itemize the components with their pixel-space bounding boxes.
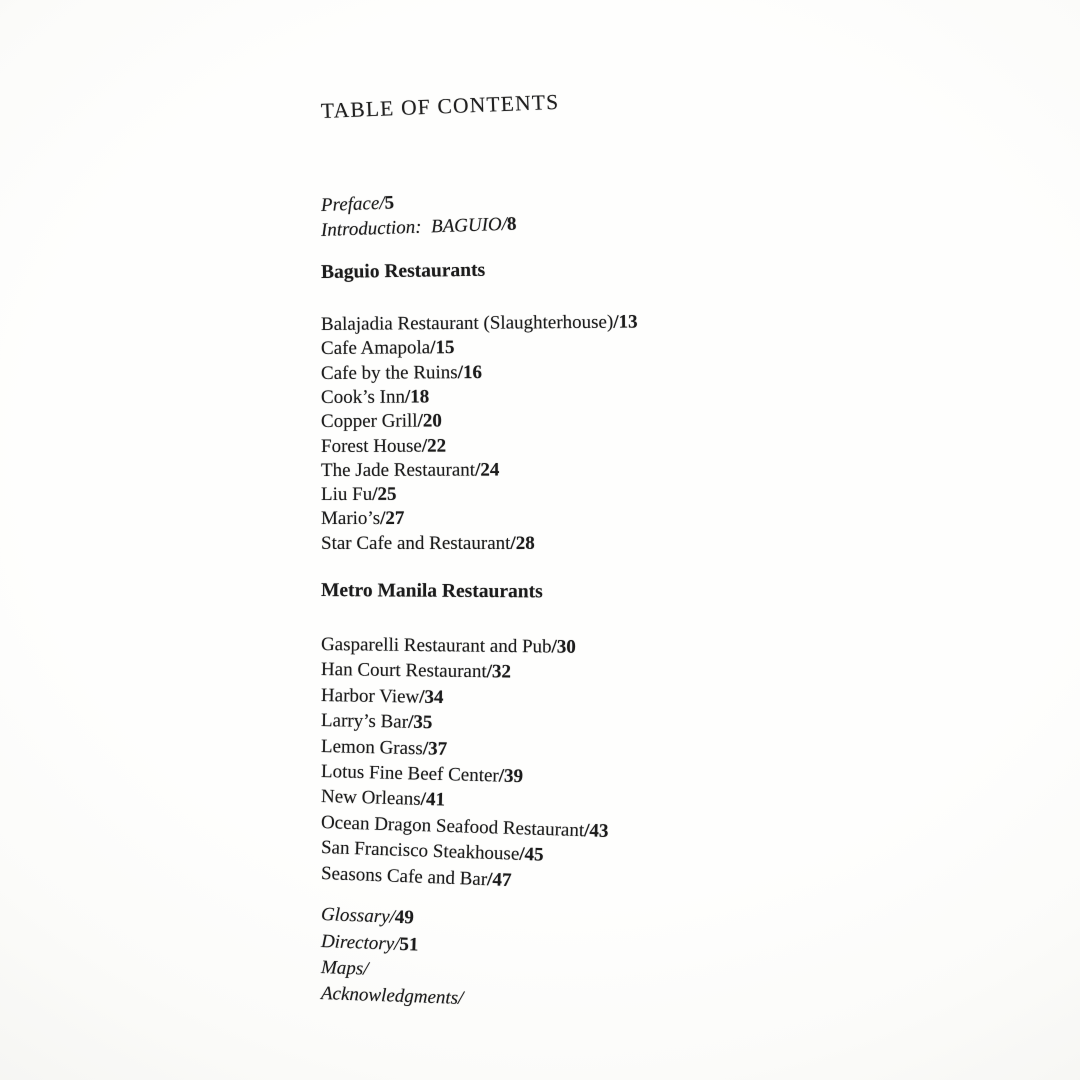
page-separator: / (393, 933, 400, 955)
toc-entry-page-number: 34 (424, 686, 444, 708)
page-separator: / (518, 843, 525, 866)
toc-entry (321, 507, 404, 531)
back-matter-entry-label: Directory (320, 930, 395, 955)
toc-entry-page-number: 39 (503, 765, 524, 788)
toc-entry (321, 532, 535, 556)
front-matter-entry-label: Preface (320, 192, 380, 216)
toc-entry-page-number: 41 (425, 789, 446, 811)
page-separator: / (486, 868, 493, 890)
toc-entry-page-number: 47 (492, 868, 512, 891)
page-title: TABLE OF CONTENTS (320, 89, 560, 123)
toc-entry-label: New Orleans (320, 786, 421, 811)
page-separator: / (378, 192, 385, 214)
page-separator: / (457, 361, 464, 383)
toc-entry-label: Gasparelli Restaurant and Pub (320, 634, 552, 658)
toc-entry (321, 862, 512, 893)
toc-entry-label: Mario’s (320, 508, 381, 530)
back-matter-entry-label: Acknowledgments (320, 983, 459, 1009)
page-separator: / (613, 311, 619, 333)
toc-entry-page-number: 16 (462, 361, 483, 383)
toc-entry-page-number: 27 (385, 508, 405, 530)
page-separator: / (419, 686, 425, 708)
page-separator: / (501, 213, 508, 235)
toc-entry-page-number: 28 (515, 532, 535, 554)
toc-entry-label: Cook’s Inn (320, 386, 405, 408)
back-matter-entry (321, 956, 369, 982)
page-separator: / (407, 711, 414, 733)
toc-entry-page-number: 22 (427, 435, 447, 457)
page-separator: / (417, 410, 423, 432)
back-matter-entry-label: Maps (320, 957, 364, 980)
toc-entry (321, 336, 455, 361)
toc-entry-label: The Jade Restaurant (320, 459, 476, 481)
page-separator: / (583, 820, 590, 842)
section-heading-metro-manila: Metro Manila Restaurants (320, 580, 543, 603)
page-separator: / (510, 532, 516, 554)
page-separator: / (457, 987, 464, 1009)
toc-entry-label: Seasons Cafe and Bar (320, 862, 488, 890)
page-separator: / (498, 765, 505, 787)
toc-entry-label: Balajadia Restaurant (Slaughterhouse) (320, 311, 614, 335)
toc-entry-page-number: 25 (377, 483, 397, 505)
back-matter-entry-page-number: 51 (399, 933, 419, 956)
toc-entry (321, 434, 446, 458)
toc-entry-label: Larry’s Bar (320, 710, 409, 733)
page-separator: / (422, 737, 429, 759)
toc-entry (321, 785, 446, 812)
page-separator: / (551, 636, 557, 658)
page-separator: / (421, 435, 428, 457)
front-matter-entry (321, 213, 517, 243)
toc-entry-page-number: 32 (491, 661, 512, 683)
toc-entry (321, 483, 397, 507)
toc-entry-page-number: 45 (524, 844, 544, 866)
back-matter-entry (321, 903, 415, 930)
front-matter-entry-page-number: 5 (384, 192, 395, 214)
page-separator: / (486, 661, 493, 683)
toc-entry (321, 684, 444, 710)
page-separator: / (404, 386, 411, 408)
toc-entry (321, 709, 433, 735)
toc-entry-label: San Francisco Steakhouse (320, 837, 520, 865)
toc-entry-label: Han Court Restaurant (320, 659, 487, 683)
front-matter-entry-page-number: 8 (506, 213, 517, 235)
toc-entry-page-number: 35 (413, 711, 433, 734)
page-separator: / (389, 906, 396, 928)
toc-entry-page-number: 37 (427, 737, 448, 760)
toc-entry-page-number: 24 (480, 459, 500, 481)
toc-entry-page-number: 13 (618, 311, 638, 333)
back-matter-entry (321, 982, 464, 1011)
front-matter-entry-label: Introduction: BAGUIO (320, 214, 503, 241)
toc-entry-label: Liu Fu (320, 484, 373, 506)
page-separator: / (362, 958, 369, 980)
toc-entry-label: Lotus Fine Beef Center (320, 761, 500, 787)
toc-entry (321, 735, 448, 762)
toc-entry-label: Cafe Amapola (320, 337, 431, 360)
toc-entry (321, 410, 442, 435)
toc-entry (321, 385, 429, 410)
page-separator: / (420, 789, 427, 811)
back-matter-entry (321, 930, 419, 958)
toc-entry-label: Copper Grill (320, 410, 418, 433)
toc-entry (321, 658, 511, 685)
toc-entry-label: Cafe by the Ruins (320, 361, 458, 384)
page-separator: / (380, 508, 386, 530)
toc-entry-page-number: 20 (422, 410, 442, 432)
toc-entry (321, 458, 499, 482)
toc-entry-label: Star Cafe and Restaurant (321, 532, 511, 554)
toc-entry-label: Harbor View (320, 684, 420, 708)
toc-entry-page-number: 30 (556, 636, 576, 658)
back-matter-entry-label: Glossary (320, 904, 390, 928)
section-heading-baguio: Baguio Restaurants (320, 259, 486, 283)
toc-entry-page-number: 18 (410, 386, 430, 408)
back-matter-entry-page-number: 49 (394, 906, 415, 929)
page-separator: / (475, 459, 481, 481)
toc-entry-page-number: 15 (435, 337, 455, 359)
toc-entry (321, 311, 638, 337)
front-matter-entry (321, 191, 395, 218)
toc-entry (321, 361, 482, 386)
toc-entry-page-number: 43 (589, 820, 609, 842)
toc-entry (321, 760, 524, 789)
toc-entry-label: Ocean Dragon Seafood Restaurant (320, 811, 585, 842)
toc-entry-label: Forest House (320, 435, 422, 457)
page-separator: / (372, 483, 378, 506)
page-separator: / (430, 337, 436, 359)
toc-entry-label: Lemon Grass (320, 735, 424, 759)
toc-entry (321, 633, 576, 660)
